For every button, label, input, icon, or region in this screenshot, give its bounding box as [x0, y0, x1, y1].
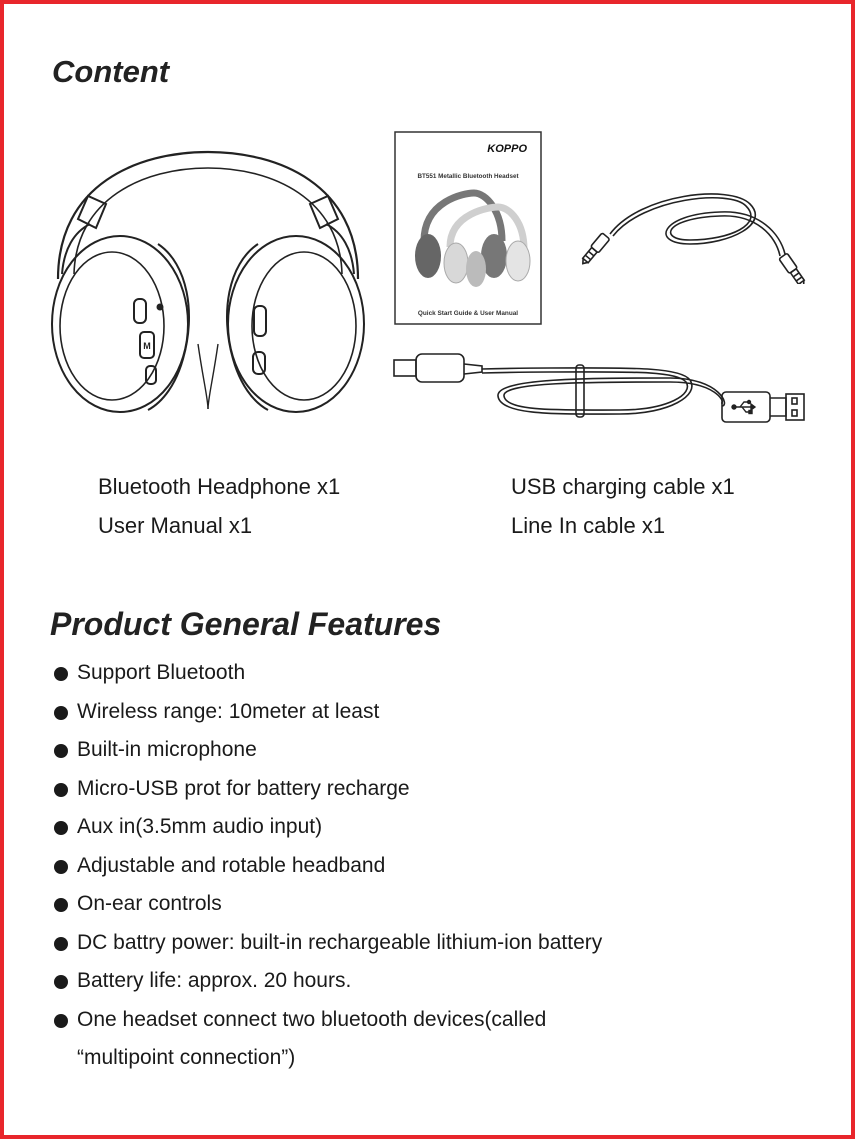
usb-charging-cable-illustration — [390, 340, 810, 436]
item-usb-cable: USB charging cable x1 — [511, 474, 735, 499]
button-m-label: M — [143, 341, 151, 351]
bullet-icon — [54, 937, 68, 951]
manual-footer: Quick Start Guide & User Manual — [417, 310, 519, 317]
manual-brand: KOPPO — [487, 143, 527, 155]
bullet-icon — [54, 821, 68, 835]
bullet-icon — [54, 706, 68, 720]
list-item: Aux in(3.5mm audio input) — [52, 808, 602, 847]
headphone-illustration — [48, 144, 368, 419]
list-item: Micro-USB prot for battery recharge — [52, 770, 602, 809]
user-manual-illustration — [394, 131, 542, 325]
bullet-icon — [54, 667, 68, 681]
features-list — [52, 654, 602, 1078]
item-user-manual: User Manual x1 — [98, 513, 253, 538]
list-item: Built-in microphone — [52, 731, 602, 770]
bullet-icon — [54, 898, 68, 912]
list-item: Adjustable and rotable headband — [52, 847, 602, 886]
content-heading: Content — [52, 54, 170, 89]
bullet-icon — [54, 860, 68, 874]
bullet-icon — [54, 1014, 68, 1028]
list-item: DC battry power: built-in rechargeable lithium-ion battery — [52, 924, 602, 963]
list-item: On-ear controls — [52, 885, 602, 924]
features-heading: Product General Features — [50, 606, 442, 642]
list-item: Wireless range: 10meter at least — [52, 693, 602, 732]
bullet-icon — [54, 783, 68, 797]
manual-product-name: BT551 Metallic Bluetooth Headset — [417, 173, 519, 180]
item-line-in-cable: Line In cable x1 — [511, 513, 666, 538]
list-item: Support Bluetooth — [52, 654, 602, 693]
list-item: One headset connect two bluetooth devices(called “multipoint connection”) — [52, 1001, 602, 1078]
line-in-cable-illustration — [580, 174, 810, 284]
bullet-icon — [54, 744, 68, 758]
item-headphone: Bluetooth Headphone x1 — [98, 474, 341, 499]
bullet-icon — [54, 975, 68, 989]
list-item: Battery life: approx. 20 hours. — [52, 962, 602, 1001]
